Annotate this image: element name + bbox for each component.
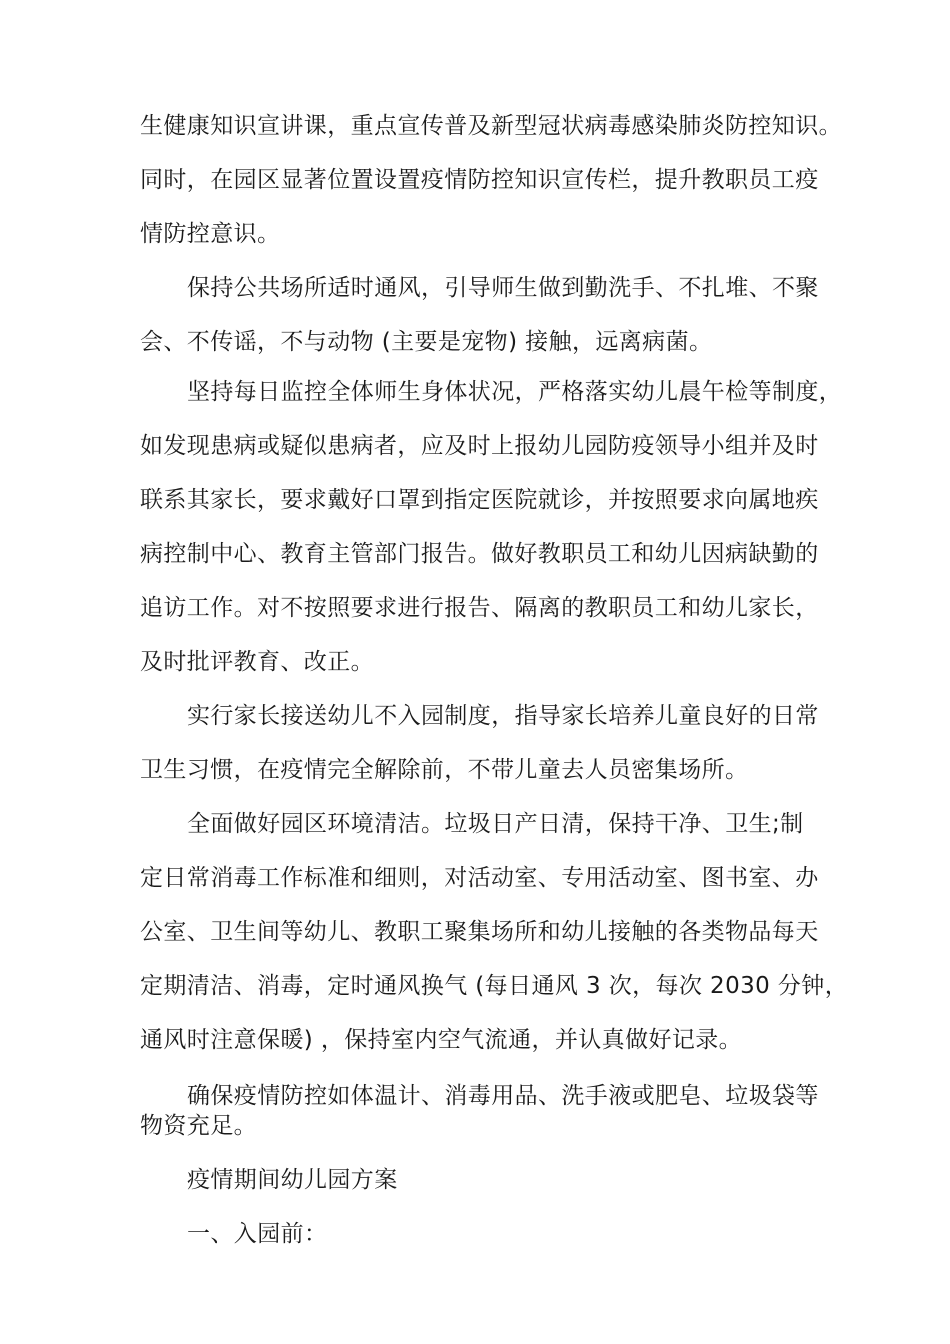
paragraph-line: 同时，在园区显著位置设置疫情防控知识宣传栏，提升教职员工疫	[140, 167, 819, 193]
paragraph-line: 生健康知识宣讲课，重点宣传普及新型冠状病毒感染肺炎防控知识。	[140, 113, 842, 139]
subsection-heading: 一、入园前：	[187, 1221, 328, 1247]
paragraph-line: 卫生习惯，在疫情完全解除前，不带儿童去人员密集场所。	[140, 757, 749, 783]
paragraph-line: 病控制中心、教育主管部门报告。做好教职员工和幼儿因病缺勤的	[140, 541, 819, 567]
paragraph-line: 实行家长接送幼儿不入园制度，指导家长培养儿童良好的日常	[187, 703, 819, 729]
paragraph-line: 全面做好园区环境清洁。垃圾日产日清，保持干净、卫生;制	[187, 811, 804, 837]
paragraph-line: 定日常消毒工作标准和细则，对活动室、专用活动室、图书室、办	[140, 865, 819, 891]
paragraph-line: 会、不传谣，不与动物 (主要是宠物) 接触，远离病菌。	[140, 329, 713, 355]
paragraph-line: 物资充足。	[140, 1113, 257, 1139]
paragraph-line: 确保疫情防控如体温计、消毒用品、洗手液或肥皂、垃圾袋等	[187, 1083, 819, 1109]
paragraph-line: 通风时注意保暖) ，保持室内空气流通，并认真做好记录。	[140, 1027, 743, 1053]
paragraph-line: 追访工作。对不按照要求进行报告、隔离的教职员工和幼儿家长，	[140, 595, 819, 621]
paragraph-line: 及时批评教育、改正。	[140, 649, 374, 675]
paragraph-line: 公室、卫生间等幼儿、教职工聚集场所和幼儿接触的各类物品每天	[140, 919, 819, 945]
paragraph-line: 情防控意识。	[140, 221, 281, 247]
paragraph-line: 联系其家长，要求戴好口罩到指定医院就诊，并按照要求向属地疾	[140, 487, 819, 513]
paragraph-line: 定期清洁、消毒，定时通风换气 (每日通风 3 次，每次 2030 分钟，	[140, 973, 849, 999]
paragraph-line: 坚持每日监控全体师生身体状况，严格落实幼儿晨午检等制度，	[187, 379, 843, 405]
paragraph-line: 保持公共场所适时通风，引导师生做到勤洗手、不扎堆、不聚	[187, 275, 819, 301]
section-heading: 疫情期间幼儿园方案	[187, 1167, 398, 1193]
paragraph-line: 如发现患病或疑似患病者，应及时上报幼儿园防疫领导小组并及时	[140, 433, 819, 459]
